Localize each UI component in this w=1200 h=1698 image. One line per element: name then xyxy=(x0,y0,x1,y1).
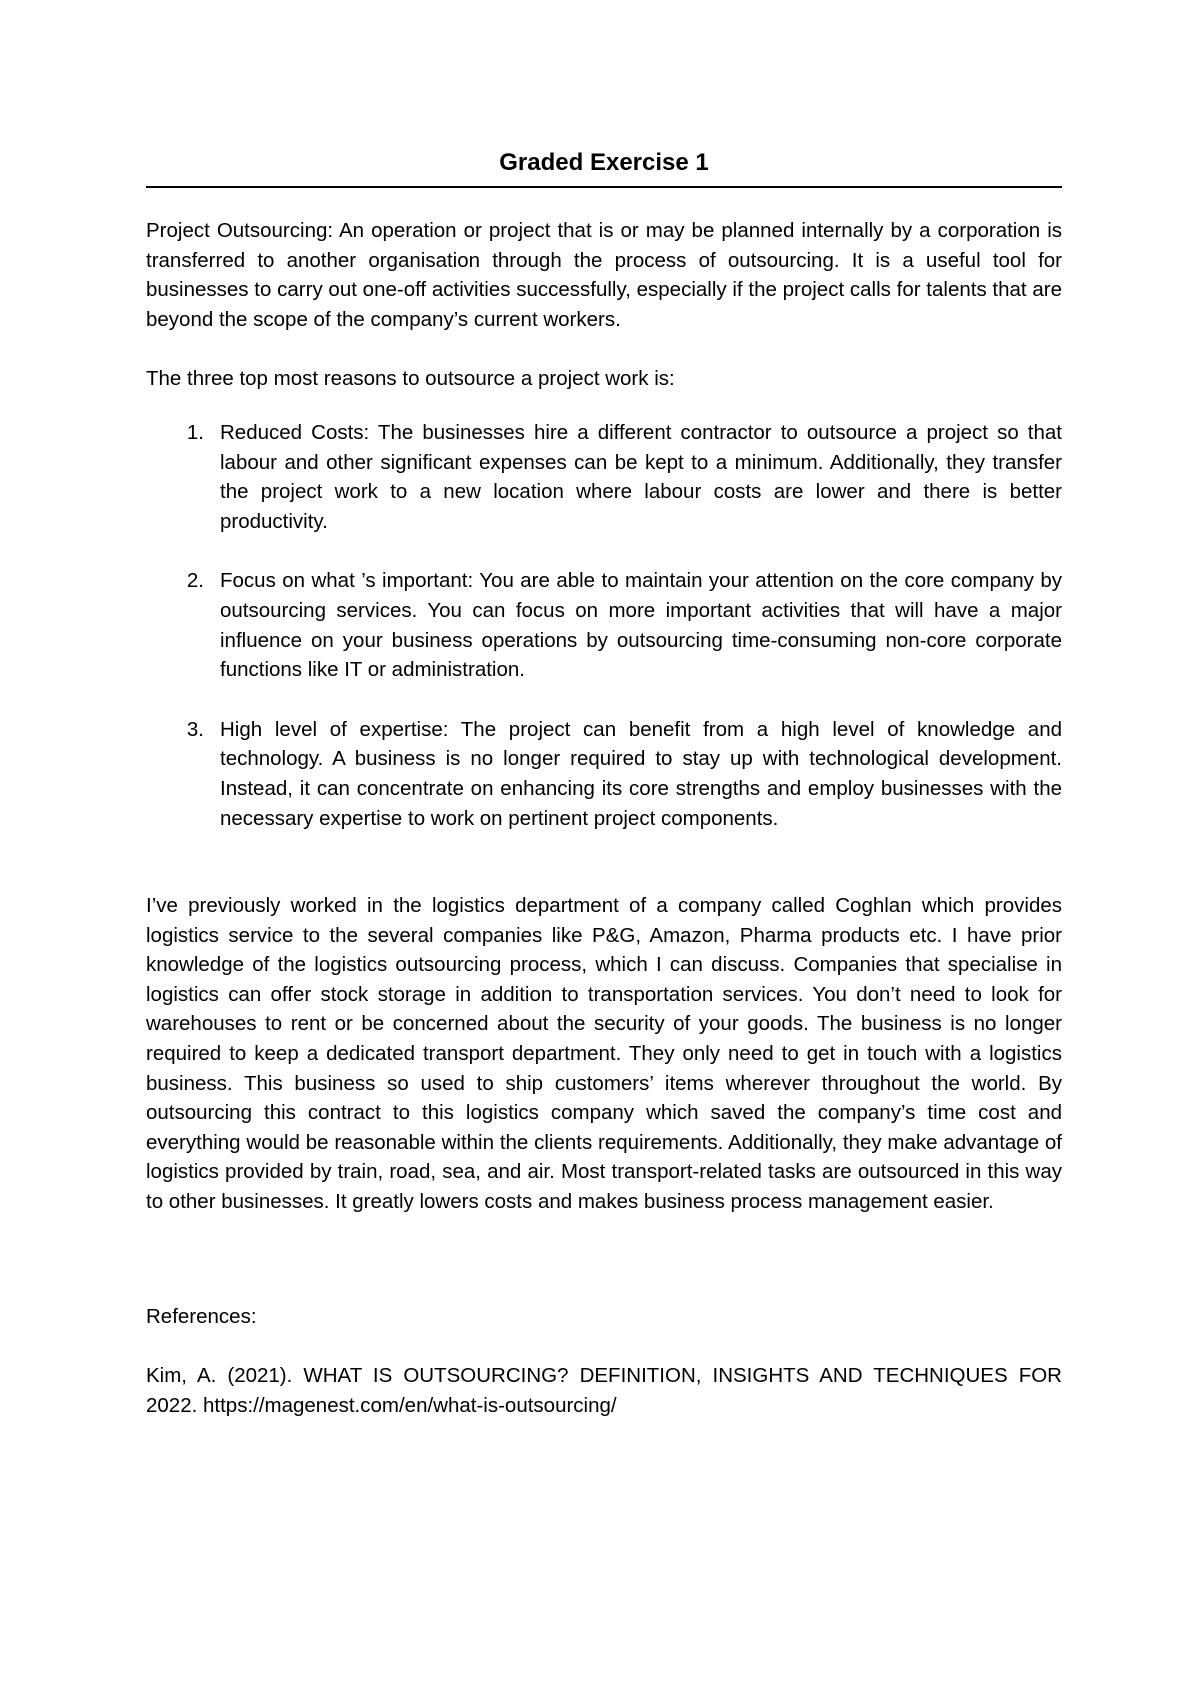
list-item xyxy=(146,715,1062,833)
spacer xyxy=(146,334,1062,364)
list-item-text: Reduced Costs: The businesses hire a different contractor to outsource a project so that labour and other significant expenses can be kept to a minimum. Additionally, they transfer the project work to a new location where labour costs are lower and there is better productivity. xyxy=(220,420,1062,533)
document-page xyxy=(146,148,1062,1420)
list-item xyxy=(146,418,1062,536)
experience-paragraph: I’ve previously worked in the logistics department of a company called Coghlan which provides logistics service to the several companies like P&G, Amazon, Pharma products etc. I have prior knowledge of the logistics outsourcing process, which I can discuss. Companies that specialise in logistics can offer stock storage in addition to transportation services. You don’t need to look for warehouses to rent or be concerned about the security of your goods. The business is no longer required to keep a dedicated transport department. They only need to get in touch with a logistics business. This business so used to ship customers’ items wherever throughout the world. By outsourcing this contract to this logistics company which saved the company’s time cost and everything would be reasonable within the clients requirements. Additionally, they make advantage of logistics provided by train, road, sea, and air. Most transport-related tasks are outsourced in this way to other businesses. It greatly lowers costs and makes business process management easier. xyxy=(146,894,1062,1214)
references-heading: References: xyxy=(146,1304,257,1328)
list-item-number: 3. xyxy=(186,717,204,741)
reasons-heading: The three top most reasons to outsource a project work is: xyxy=(146,367,675,391)
reference-entry: Kim, A. (2021). WHAT IS OUTSOURCING? DEFINITION, INSIGHTS AND TECHNIQUES FOR 2022. https://magenest.com/en/what-is-outsourcing/ xyxy=(146,1364,1062,1417)
intro-paragraph: Project Outsourcing: An operation or project that is or may be planned internally by a corporation is transferred to another organisation through the process of outsourcing. It is a useful tool for businesses to carry out one-off activities successfully, especially if the project calls for talents that are beyond the scope of the company’s current workers. xyxy=(146,219,1062,331)
list-item-text: High level of expertise: The project can benefit from a high level of knowledge and technology. A business is no longer required to stay up with technological development. Instead, it can concentrate on enhancing its core strengths and employ businesses with the necessary expertise to work on pertinent project components. xyxy=(220,717,1062,830)
title-underline xyxy=(146,186,1062,188)
list-item xyxy=(146,566,1062,684)
list-item-number: 2. xyxy=(186,569,204,593)
document-title: Graded Exercise 1 xyxy=(499,149,709,176)
spacer xyxy=(146,1331,1062,1361)
spacer xyxy=(146,833,1062,891)
list-item-number: 1. xyxy=(186,420,204,444)
list-item-text: Focus on what ’s important: You are able to maintain your attention on the core company by outsourcing services. You can focus on more important activities that will have a major influence on your business operations by outsourcing time-consuming non-core corporate functions like IT or administration. xyxy=(220,569,1062,682)
spacer xyxy=(146,1217,1062,1302)
reasons-list xyxy=(146,418,1062,833)
